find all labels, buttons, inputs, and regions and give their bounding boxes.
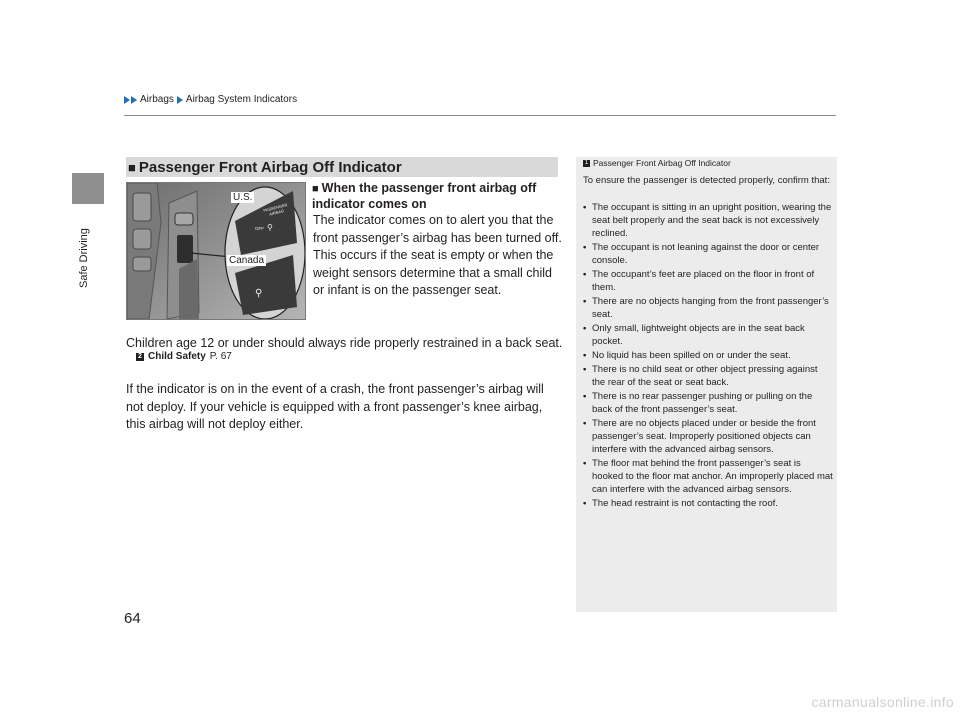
watermark: carmanualsonline.info (811, 694, 954, 710)
children-note: Children age 12 or under should always ride properly restrained in a back seat. (126, 336, 563, 350)
arrow-right-icon (177, 96, 183, 104)
note-intro: To ensure the passenger is detected properly, confirm that: (583, 175, 830, 186)
arrow-right-icon (131, 96, 137, 104)
list-item: • No liquid has been spilled on or under the seat. (583, 349, 833, 362)
breadcrumb (124, 94, 297, 105)
section-heading (126, 157, 558, 177)
reference-arrow-icon: 2 (136, 353, 144, 361)
off-indicator-text: OFF (255, 226, 264, 231)
list-item: • There is no child seat or other object pressing against the rear of the seat or seat back. (583, 363, 833, 389)
list-item: • Only small, lightweight objects are in the seat back pocket. (583, 322, 833, 348)
list-item: • There are no objects hanging from the front passenger’s seat. (583, 295, 833, 321)
note-title-text: Passenger Front Airbag Off Indicator (593, 158, 731, 168)
list-item: • The head restraint is not contacting the roof. (583, 497, 833, 510)
indicator-illustration (126, 182, 306, 320)
list-item: • There is no rear passenger pushing or pulling on the back of the front passenger’s seat. (583, 390, 833, 416)
label-canada: Canada (229, 255, 265, 266)
indicator-description: The indicator comes on to alert you that the front passenger’s airbag has been turned off. This occurs if the seat is empty or when the weight sensors determine that a small child or infant is on the passenger seat. (313, 213, 562, 297)
note-checklist (583, 201, 833, 511)
crash-note: If the indicator is on in the event of a crash, the front passenger’s airbag will not deploy. If your vehicle is equipped with a front passenger’s knee airbag, this airbag will not deploy either. (126, 382, 544, 431)
list-item: • There are no objects placed under or beside the front passenger’s seat. Improperly positioned objects can interfere with the advanced airbag sensors. (583, 417, 833, 456)
list-item: • The occupant is sitting in an upright position, wearing the seat belt properly and the seat back is not excessively reclined. (583, 201, 833, 240)
chapter-label: Safe Driving (78, 228, 90, 288)
square-bullet-icon: ■ (128, 159, 136, 175)
header-divider (124, 115, 836, 116)
xref-label[interactable]: Child Safety (148, 351, 206, 362)
subsection-heading (312, 181, 562, 212)
subsection-title: When the passenger front airbag off indicator comes on (312, 181, 537, 211)
note-marker-icon: 1 (584, 159, 589, 166)
breadcrumb-item-indicators[interactable]: Airbag System Indicators (185, 94, 298, 105)
passenger-airbag-icon: ⚲ (255, 288, 263, 299)
note-title (583, 158, 731, 168)
breadcrumb-item-airbags[interactable]: Airbags (140, 94, 174, 105)
section-title: Passenger Front Airbag Off Indicator (138, 158, 402, 176)
page-number: 64 (124, 610, 141, 627)
list-item: • The occupant’s feet are placed on the floor in front of them. (583, 268, 833, 294)
list-item: • The floor mat behind the front passenger’s seat is hooked to the floor mat anchor. An improperly placed mat can interfere with the advanced airbag sensors. (583, 457, 833, 496)
airbag-button-text: PASSENGER AIRBAG (262, 202, 288, 217)
xref-page[interactable]: P. 67 (209, 351, 232, 362)
arrow-right-icon (124, 96, 130, 104)
label-us: U.S. (233, 192, 253, 203)
indicator-detail-circle (223, 183, 306, 319)
chapter-tab (72, 173, 104, 204)
square-bullet-icon: ■ (312, 183, 319, 195)
passenger-airbag-icon: ⚲ (267, 223, 273, 232)
cross-reference[interactable] (136, 351, 232, 362)
list-item: • The occupant is not leaning against the door or center console. (583, 241, 833, 267)
